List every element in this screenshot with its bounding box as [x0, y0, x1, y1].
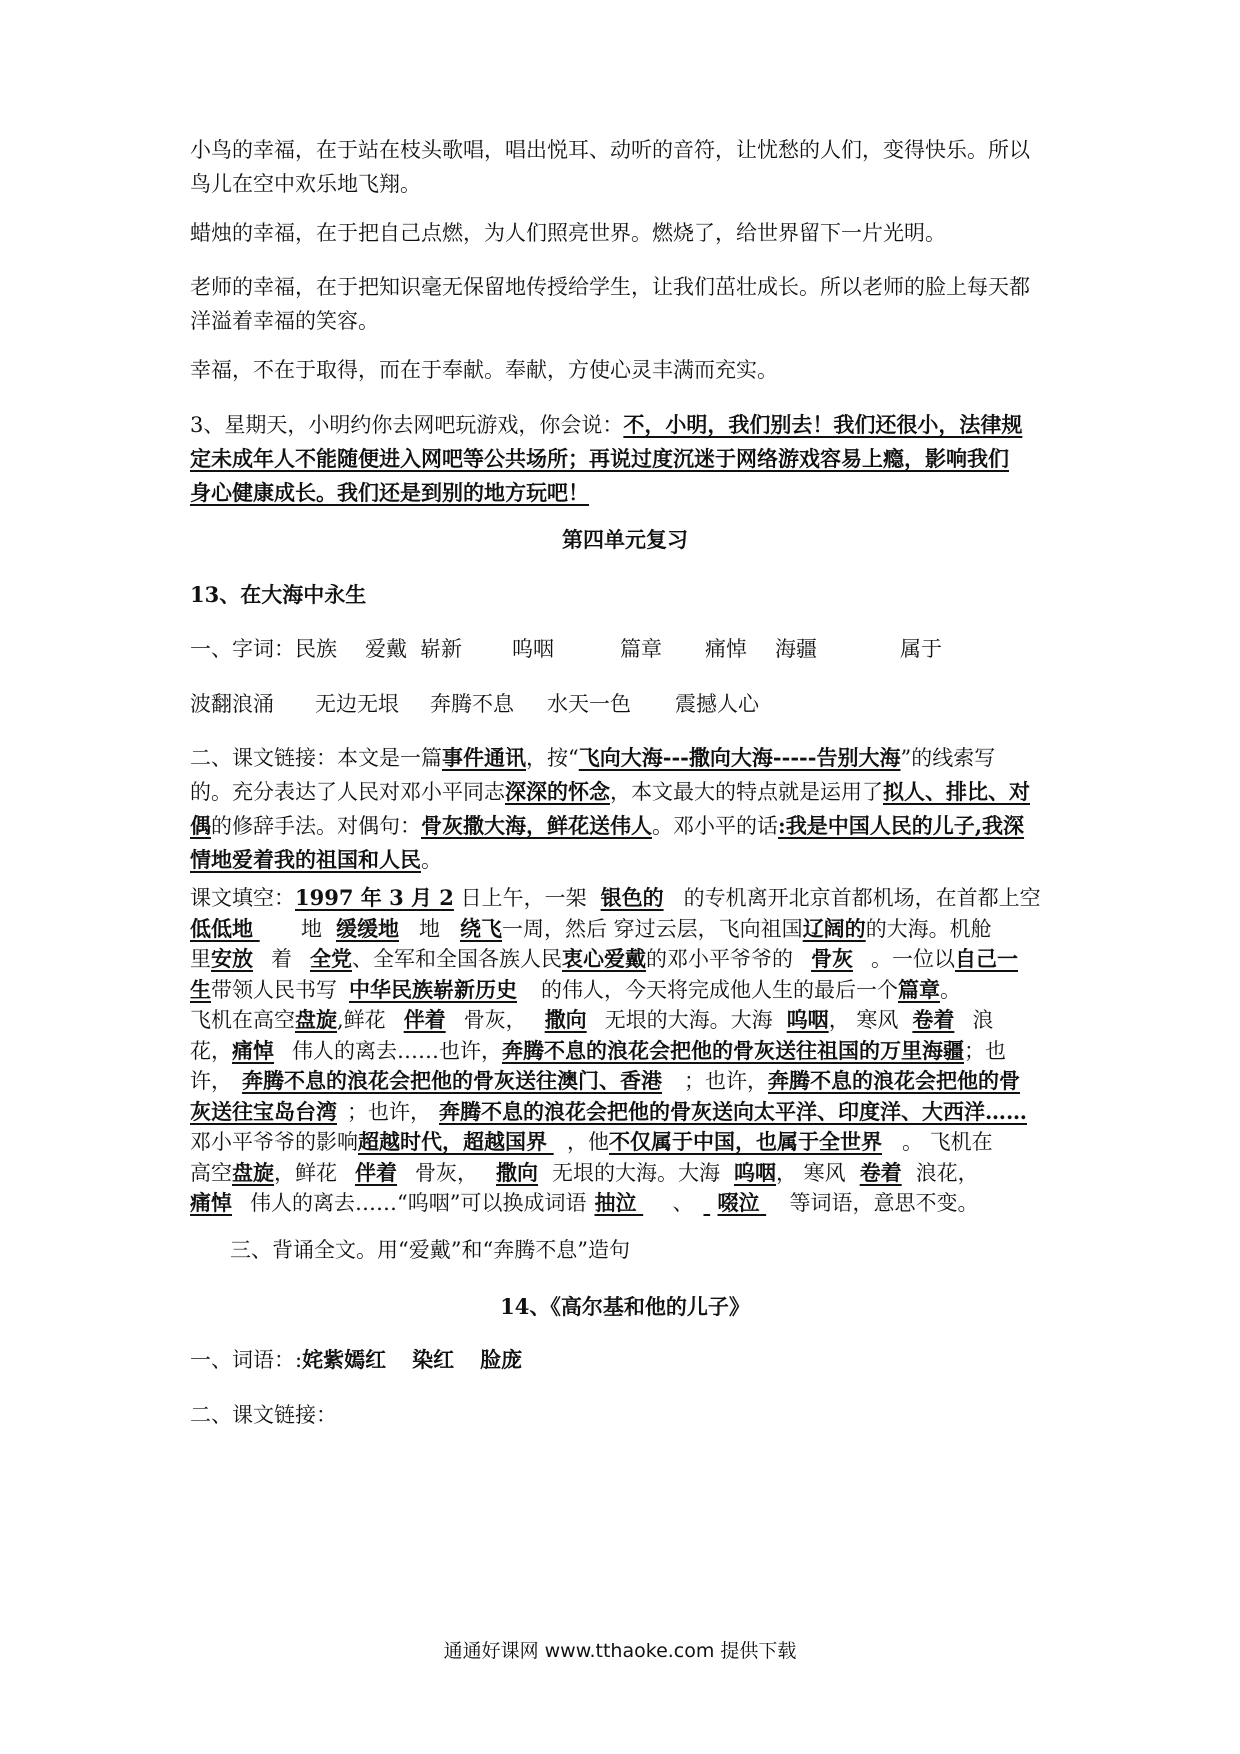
question-3: 3、星期天，小明约你去网吧玩游戏，你会说：不，小明，我们别去！我们还很小，法律规 定未成年人不能随便进入网吧等公共场所；再说过度沉迷于网络游戏容易上瘾，影响我们 身心健康成长。我们还是到别的地方玩吧！	[190, 412, 1023, 505]
lesson-14-link: 二、课文链接：	[190, 1403, 337, 1427]
recite-instruction: 三、背诵全文。用“爱戴”和“奔腾不息”造句	[230, 1238, 630, 1262]
paragraph-bird: 小鸟的幸福，在于站在枝头歌唱，唱出悦耳、动听的音符，让忧愁的人们，变得快乐。所以 鸟儿在空中欢乐地飞翔。	[190, 138, 1030, 196]
lesson-13-title: 13、在大海中永生	[190, 582, 367, 607]
vocab-14: 一、词语：:姹紫嫣红 染红 脸庞	[190, 1347, 523, 1372]
answer-text: 不，小明，我们别去！我们还很小，法律规	[623, 412, 1023, 437]
footer-download-note: 通通好课网 www.tthaoke.com 提供下载	[443, 1640, 797, 1662]
vocab-13-row-2: 波翻浪涌 无边无垠 奔腾不息 水天一色 震撼人心	[190, 692, 759, 716]
lesson-14-title: 14、《高尔基和他的儿子》	[500, 1294, 750, 1319]
paragraph-candle: 蜡烛的幸福，在于把自己点燃，为人们照亮世界。燃烧了，给世界留下一片光明。	[190, 221, 946, 245]
paragraph-happiness: 幸福，不在于取得，而在于奉献。奉献，方使心灵丰满而充实。	[190, 358, 778, 382]
paragraph-teacher: 老师的幸福，在于把知识毫无保留地传授给学生，让我们茁壮成长。所以老师的脸上每天都 洋溢着幸福的笑容。	[190, 275, 1030, 333]
unit-title: 第四单元复习	[562, 527, 688, 552]
lesson-13-link: 二、课文链接：本文是一篇事件通讯，按“飞向大海---撒向大海-----告别大海”的线索写 的。充分表达了人民对邓小平同志深深的怀念，本文最大的特点就是运用了拟人、排比、对 偶的修辞手法。对偶句：骨灰撒大海，鲜花送伟人。邓小平的话:我是中国人民的儿子,我深 情地爱着我的祖国和人民。	[190, 745, 1030, 872]
lesson-13-fill-in: 课文填空：1997 年 3 月 2 日上午，一架 银色的 的专机离开北京首都机场，在首都上空 低低地 地 缓缓地 地 绕飞一周，然后 穿过云层，飞向祖国辽阔的的大海。机舱 里安放 着 全党、全军和全国各族人民衷心爱戴的邓小平爷爷的 骨灰 。一位以自己一 生带领人民书写 中华民族崭新历史 的伟人，今天将完成他人生的最后一个篇章。 飞机在高空盘旋,鲜花 伴着 骨灰， 撒向 无垠的大海。大海 呜咽， 寒风 卷着 浪 花，痛悼 伟人的离去……也许，奔腾不息的浪花会把他的骨灰送往祖国的万里海疆；也 许， 奔腾不息的浪花会把他的骨灰送往澳门、香港 ；也许，奔腾不息的浪花会把他的骨 灰送往宝岛台湾 ；也许， 奔腾不息的浪花会把他的骨灰送向太平洋、印度洋、大西洋…… 邓小平爷爷的影响超越时代，超越国界 ，他不仅属于中国，也属于全世界 。 飞机在 高空盘旋，鲜花 伴着 骨灰， 撒向 无垠的大海。大海 呜咽， 寒风 卷着 浪花， 痛悼 伟人的离去……“呜咽”可以换成词语 抽泣 、 啜泣 等词语，意思不变。	[190, 885, 1041, 1215]
vocab-13-row-1: 一、字词： 民族 爱戴 崭新 呜咽 篇章 痛悼 海疆 属于	[190, 637, 942, 661]
